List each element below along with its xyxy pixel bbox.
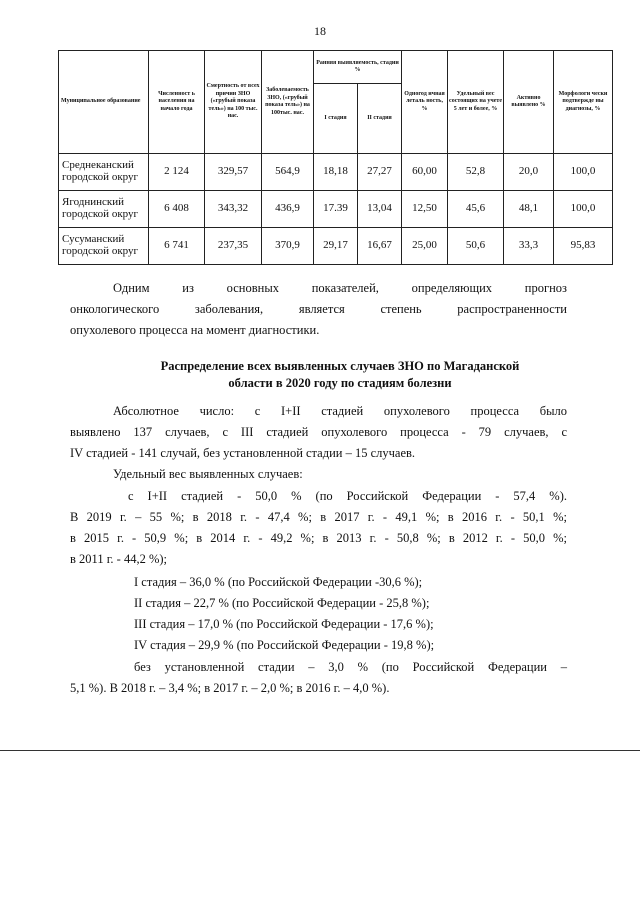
cell-five-year-share: 50,6 [448, 228, 504, 265]
cell-municipality: Среднеканский городской округ [59, 154, 149, 191]
intro-line: Одним из основных показателей, определяющих прогноз [113, 281, 567, 295]
no-stage-paragraph-cont [70, 678, 567, 699]
intro-paragraph [113, 278, 567, 299]
share-line: В 2019 г. – 55 %; в 2018 г. - 47,4 %; в 2017 г. - 49,1 %; в 2016 г. - 50,1 %; [70, 510, 567, 524]
section-heading [100, 358, 580, 392]
share-stage12 [128, 486, 567, 507]
cell-stage1: 18,18 [314, 154, 358, 191]
share-stage12-cont [70, 507, 567, 570]
cell-stage2: 13,04 [358, 191, 402, 228]
cell-one-year-mortality: 12,50 [402, 191, 448, 228]
cell-five-year-share: 52,8 [448, 154, 504, 191]
stage3-line: III стадия – 17,0 % (по Российской Федерации - 17,6 %); [134, 617, 434, 631]
cell-morphology: 95,83 [554, 228, 613, 265]
stage1-line: I стадия – 36,0 % (по Российской Федерации -30,6 %); [134, 575, 423, 589]
header-incidence: Заболеваемость ЗНО, («грубый показа тель») на 100тыс. нас. [262, 51, 314, 154]
share-line: в 2015 г. - 50,9 %; в 2014 г. - 49,2 %; в 2013 г. - 50,8 %; в 2012 г. - 50,0 %; [70, 531, 567, 545]
header-one-year-mortality: Одногод ичная леталь ность, % [402, 51, 448, 154]
cell-mortality: 343,32 [205, 191, 262, 228]
no-stage-line: без установленной стадии – 3,0 % (по Российской Федерации – [134, 660, 567, 674]
cell-stage1: 17.39 [314, 191, 358, 228]
header-stage2: II стадия [358, 84, 402, 154]
absolute-paragraph-cont [70, 422, 567, 464]
cell-stage1: 29,17 [314, 228, 358, 265]
cell-morphology: 100,0 [554, 191, 613, 228]
absolute-line: Абсолютное число: с I+II стадией опухолевого процесса было [113, 404, 567, 418]
cell-one-year-mortality: 60,00 [402, 154, 448, 191]
cell-incidence: 564,9 [262, 154, 314, 191]
share-line: в 2011 г. - 44,2 %); [70, 552, 167, 566]
cell-mortality: 237,35 [205, 228, 262, 265]
stage2-line: II стадия – 22,7 % (по Российской Федерации - 25,8 %); [134, 596, 430, 610]
absolute-line: IV стадией - 141 случай, без установленной стадии – 15 случаев. [70, 446, 416, 460]
table-row [59, 228, 613, 265]
page-number: 18 [314, 24, 326, 38]
share-label: Удельный вес выявленных случаев: [113, 467, 303, 481]
cell-municipality: Сусуманский городской округ [59, 228, 149, 265]
cell-morphology: 100,0 [554, 154, 613, 191]
cell-incidence: 370,9 [262, 228, 314, 265]
cell-stage2: 27,27 [358, 154, 402, 191]
table-row [59, 154, 613, 191]
absolute-paragraph [113, 401, 567, 422]
header-morphology: Морфологи чески подтвержде ны диагнозы, % [554, 51, 613, 154]
header-municipality: Муниципальное образование [59, 51, 149, 154]
statistics-table [58, 50, 613, 265]
stage-lines [134, 572, 588, 656]
intro-line: онкологического заболевания, является степень распространенности [70, 302, 567, 316]
cell-active-detection: 20,0 [504, 154, 554, 191]
absolute-line: выявлено 137 случаев, с III стадией опухолевого процесса - 79 случаев, с [70, 425, 567, 439]
share-line: с I+II стадией - 50,0 % (по Российской Федерации - 57,4 %). [128, 489, 567, 503]
cell-population: 2 124 [149, 154, 205, 191]
cell-stage2: 16,67 [358, 228, 402, 265]
cell-one-year-mortality: 25,00 [402, 228, 448, 265]
no-stage-line: 5,1 %). В 2018 г. – 3,4 %; в 2017 г. – 2,0 %; в 2016 г. – 4,0 %). [70, 681, 390, 695]
table-row [59, 191, 613, 228]
stage4-line: IV стадия – 29,9 % (по Российской Федерации - 19,8 %); [134, 638, 435, 652]
table-header-row [59, 51, 613, 84]
heading-line: Распределение всех выявленных случаев ЗНО по Магаданской [160, 359, 520, 373]
header-active-detection: Активно выявлено % [504, 51, 554, 154]
intro-paragraph-cont [70, 299, 567, 341]
intro-line: опухолевого процесса на момент диагностики. [70, 323, 320, 337]
cell-active-detection: 33,3 [504, 228, 554, 265]
footer-rule [0, 750, 640, 751]
header-five-year-share: Удельный вес состоящих на учете 5 лет и более, % [448, 51, 504, 154]
cell-incidence: 436,9 [262, 191, 314, 228]
header-mortality: Смертность от всех причин ЗНО («грубый показа тель») на 100 тыс. нас. [205, 51, 262, 154]
heading-line: области в 2020 году по стадиям болезни [228, 376, 452, 390]
cell-five-year-share: 45,6 [448, 191, 504, 228]
header-population: Численност ь населения на начало года [149, 51, 205, 154]
header-early-detection: Ранняя выявляемость, стадии % [314, 51, 402, 84]
cell-active-detection: 48,1 [504, 191, 554, 228]
no-stage-paragraph [134, 657, 567, 678]
cell-mortality: 329,57 [205, 154, 262, 191]
cell-population: 6 741 [149, 228, 205, 265]
cell-population: 6 408 [149, 191, 205, 228]
cell-municipality: Ягоднинский городской округ [59, 191, 149, 228]
header-stage1: I стадия [314, 84, 358, 154]
